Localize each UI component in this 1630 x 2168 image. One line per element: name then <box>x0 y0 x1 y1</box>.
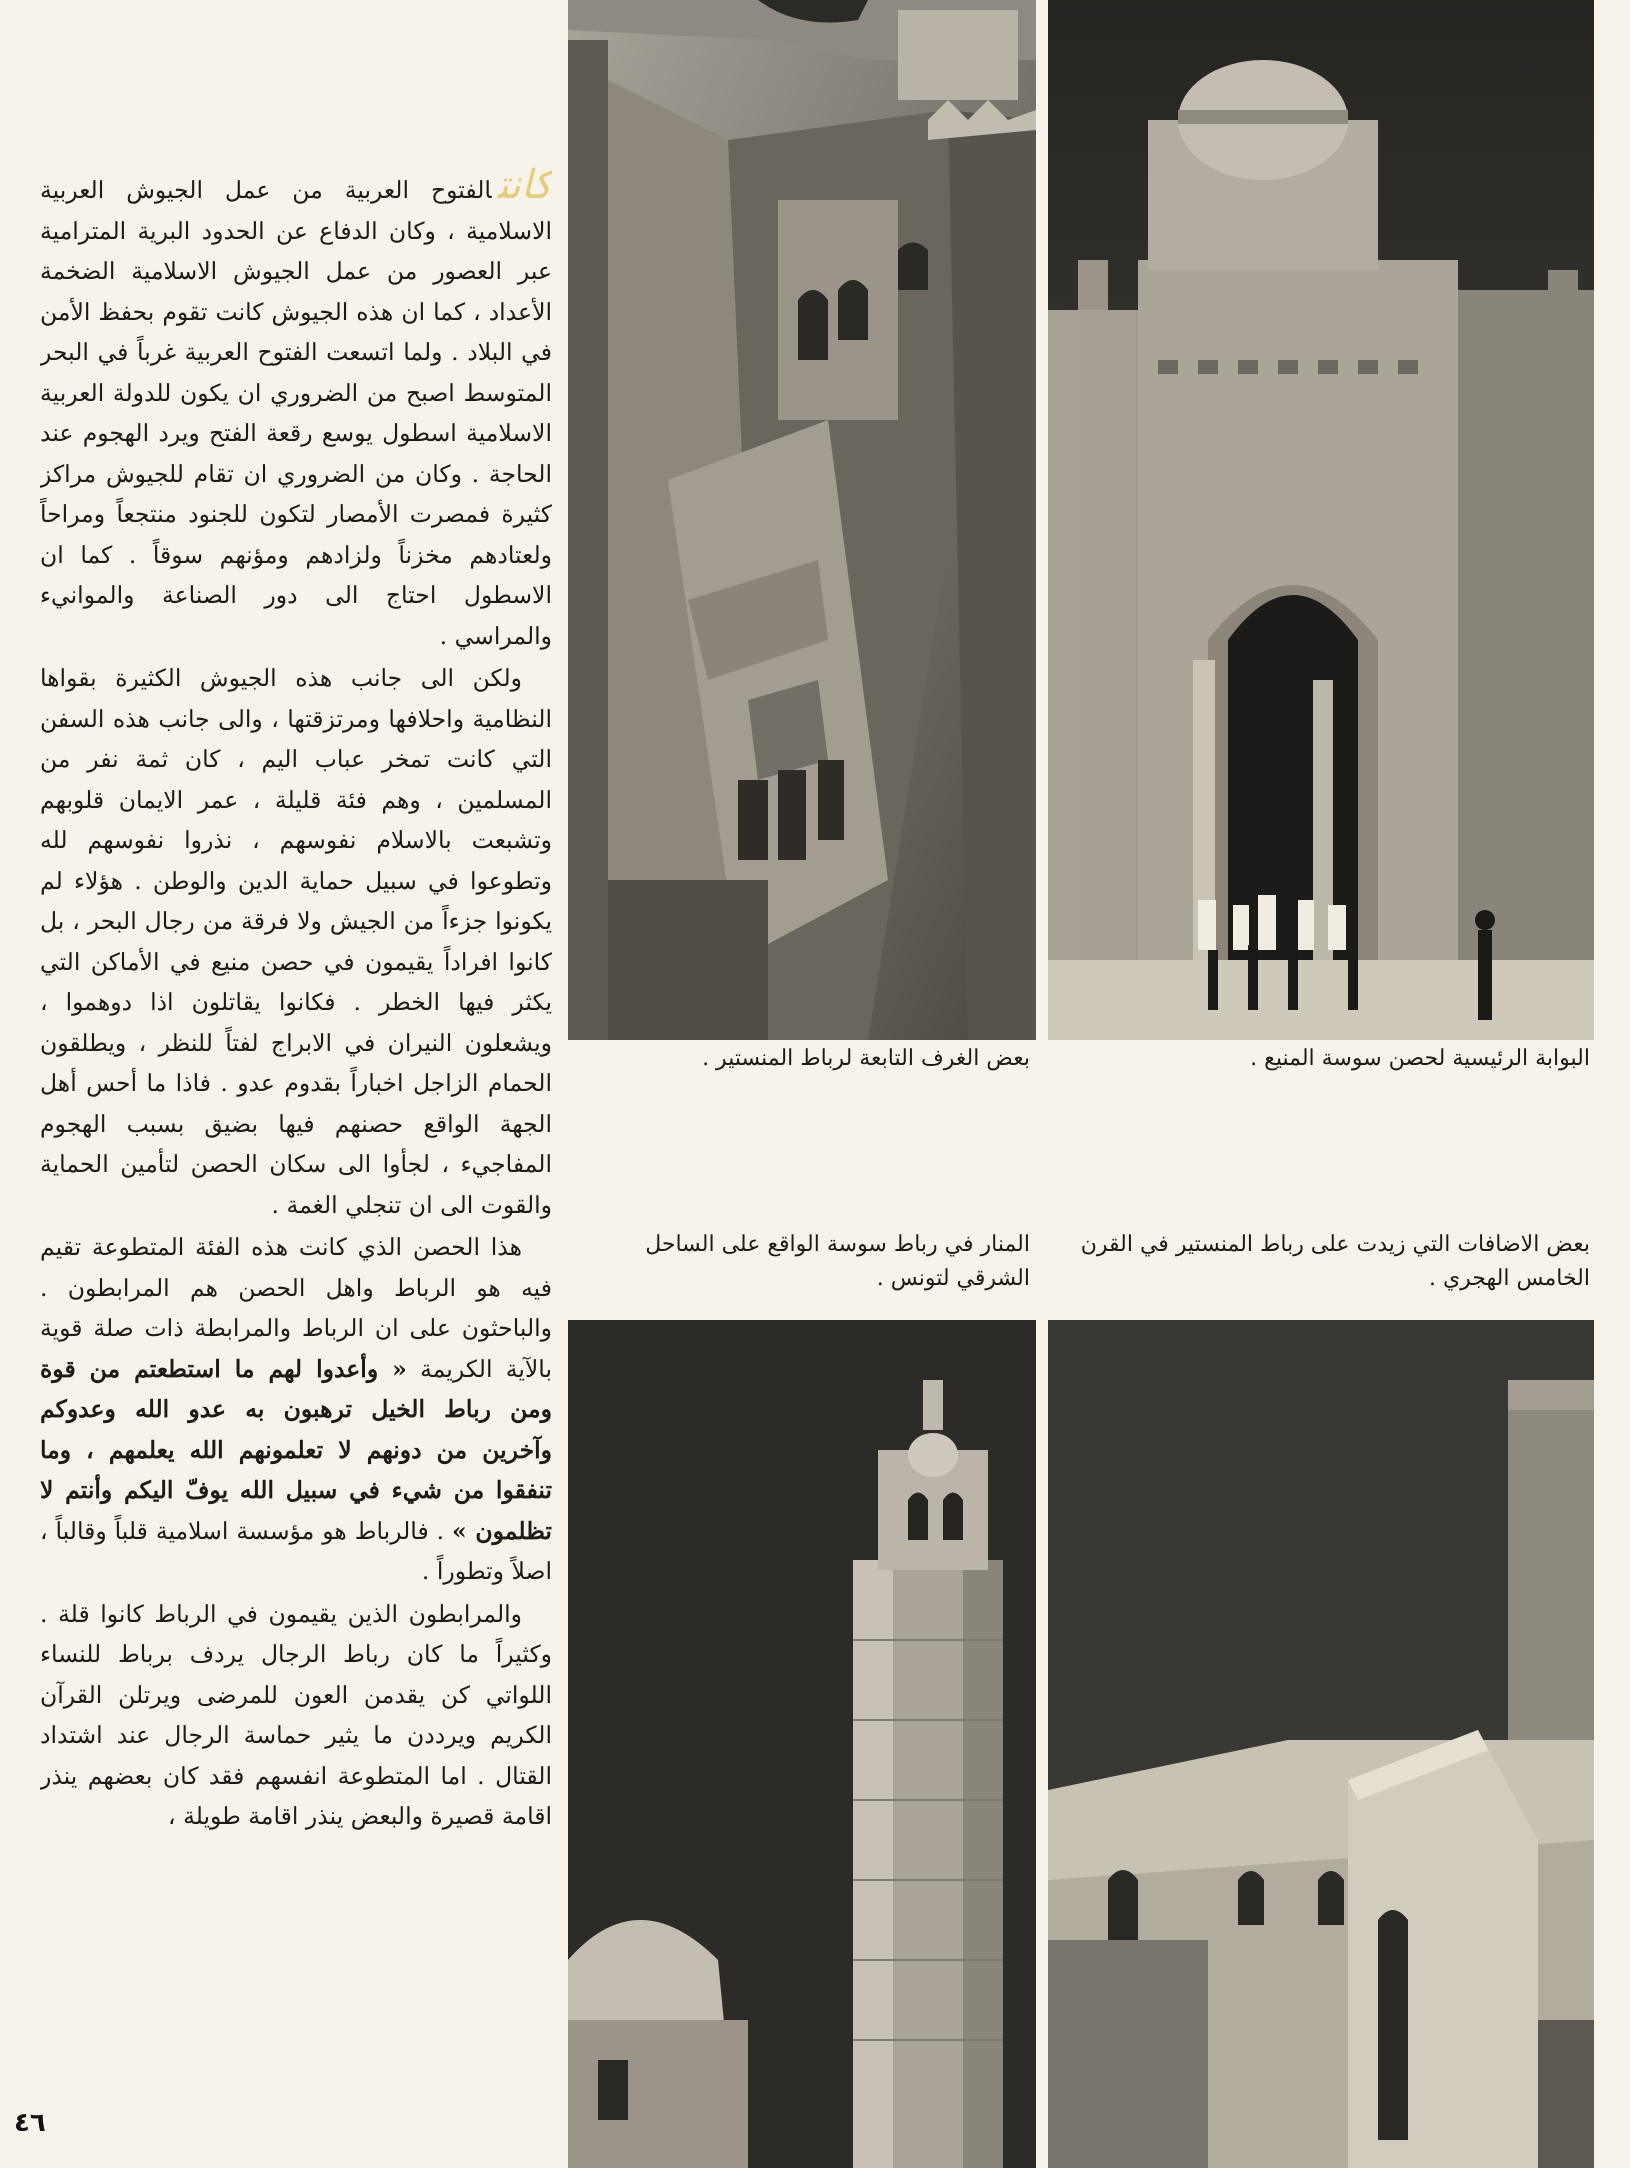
photo-monastir-rooms-image <box>568 0 1036 1040</box>
paragraph-3-text: هذا الحصن الذي كانت هذه الفئة المتطوعة تقيم فيه هو الرباط واهل الحصن هم المرابطون . والباحثون على ان الرباط والمرابطة ذات صلة قوية بالآية الكريمة <box>40 1233 552 1383</box>
photo-sousse-gate <box>1048 0 1594 1040</box>
opening-word: كانت <box>497 165 552 208</box>
quran-verse: « وأعدوا لهم ما استطعتم من قوة ومن رباط الخيل ترهبون به عدو الله وعدوكم وآخرين من دونهم لا تعلمونهم الله يعلمهم ، وما تنفقوا من شيء في سبيل الله يوفّ اليكم وأنتم لا تظلمون » <box>40 1354 552 1545</box>
after-verse-text: . فالرباط هو مؤسسة اسلامية قلباً وقالباً ، اصلاً وتطوراً . <box>40 1516 552 1585</box>
article-text-column <box>40 165 552 2075</box>
caption-sousse-gate: البوابة الرئيسية لحصن سوسة المنيع . <box>1250 1046 1590 1071</box>
caption-monastir-additions: بعض الاضافات التي زيدت على رباط المنستير في القرن الخامس الهجري . <box>1080 1232 1590 1291</box>
article-paragraph-3 <box>40 1227 552 1592</box>
paragraph-1-text: الفتوح العربية من عمل الجيوش العربية الاسلامية ، وكان الدفاع عن الحدود البرية المترامية عبر العصور من عمل الجيوش الاسلامية الضخمة الأعداد ، كما ان هذه الجيوش كانت تقوم بحفظ الأمن في البلاد . ولما اتسعت الفتوح العربية غرباً في البحر المتوسط اصبح من الضروري ان يكون للدولة العربية الاسلامية اسطول يوسع رقعة الفتح ويرد الهجوم عند الحاجة . وكان من الضروري ان تقام للجيوش مراكز كثيرة فمصرت الأمصار لتكون للجنود منتجعاً ومراحاً ولعتادهم مخزناً ولزادهم ومؤنهم سوقاً . كما ان الاسطول احتاج الى دور الصناعة والموانيء والمراسي . <box>40 176 552 650</box>
photo-monastir-additions <box>1048 1320 1594 2168</box>
article-paragraph-1 <box>40 165 552 656</box>
caption-sousse-minaret: المنار في رباط سوسة الواقع على الساحل الشرقي لتونس . <box>645 1232 1030 1291</box>
article-paragraph-2: ولكن الى جانب هذه الجيوش الكثيرة بقواها النظامية واحلافها ومرتزقتها ، والى جانب هذه السفن التي كانت تمخر عباب اليم ، كان ثمة نفر من المسلمين ، وهم فئة قليلة ، عمر الايمان قلوبهم وتشبعت بالاسلام نفوسهم ، نذروا نفوسهم لله وتطوعوا في سبيل حماية الدين والوطن . هؤلاء لم يكونوا جزءاً من الجيش ولا فرقة من رجال البحر ، بل كانوا افراداً يقيمون في حصن منيع في الأماكن التي يكثر فيها الخطر . فكانوا يقاتلون اذا دوهموا ، ويشعلون النيران في الابراج لفتاً للنظر ، ويطلقون الحمام الزاجل اخباراً بقدوم عدو . فاذا ما أحس أهل الجهة الواقع حصنهم فيها بضيق بسبب الهجوم المفاجيء ، لجأوا الى سكان الحصن لتأمين الحماية والقوت الى ان تنجلي الغمة . <box>40 664 552 1219</box>
photo-monastir-rooms <box>568 0 1036 1040</box>
page-number: ٤٦ <box>14 2108 46 2138</box>
article-paragraph-4: والمرابطون الذين يقيمون في الرباط كانوا قلة . وكثيراً ما كان رباط الرجال يردف برباط للنساء اللواتي كن يقدمن العون للمرضى ويرتلن القرآن الكريم ويرددن ما يثير حماسة الرجال عند اشتداد القتال . اما المتطوعة انفسهم فقد كان بعضهم ينذر اقامة قصيرة والبعض ينذر اقامة طويلة ، <box>40 1599 552 1830</box>
photo-sousse-minaret <box>568 1320 1036 2168</box>
photo-sousse-minaret-image <box>568 1320 1036 2168</box>
photo-sousse-gate-image <box>1048 0 1594 1040</box>
caption-monastir-rooms: بعض الغرف التابعة لرباط المنستير . <box>702 1046 1030 1071</box>
photo-monastir-additions-image <box>1048 1320 1594 2168</box>
